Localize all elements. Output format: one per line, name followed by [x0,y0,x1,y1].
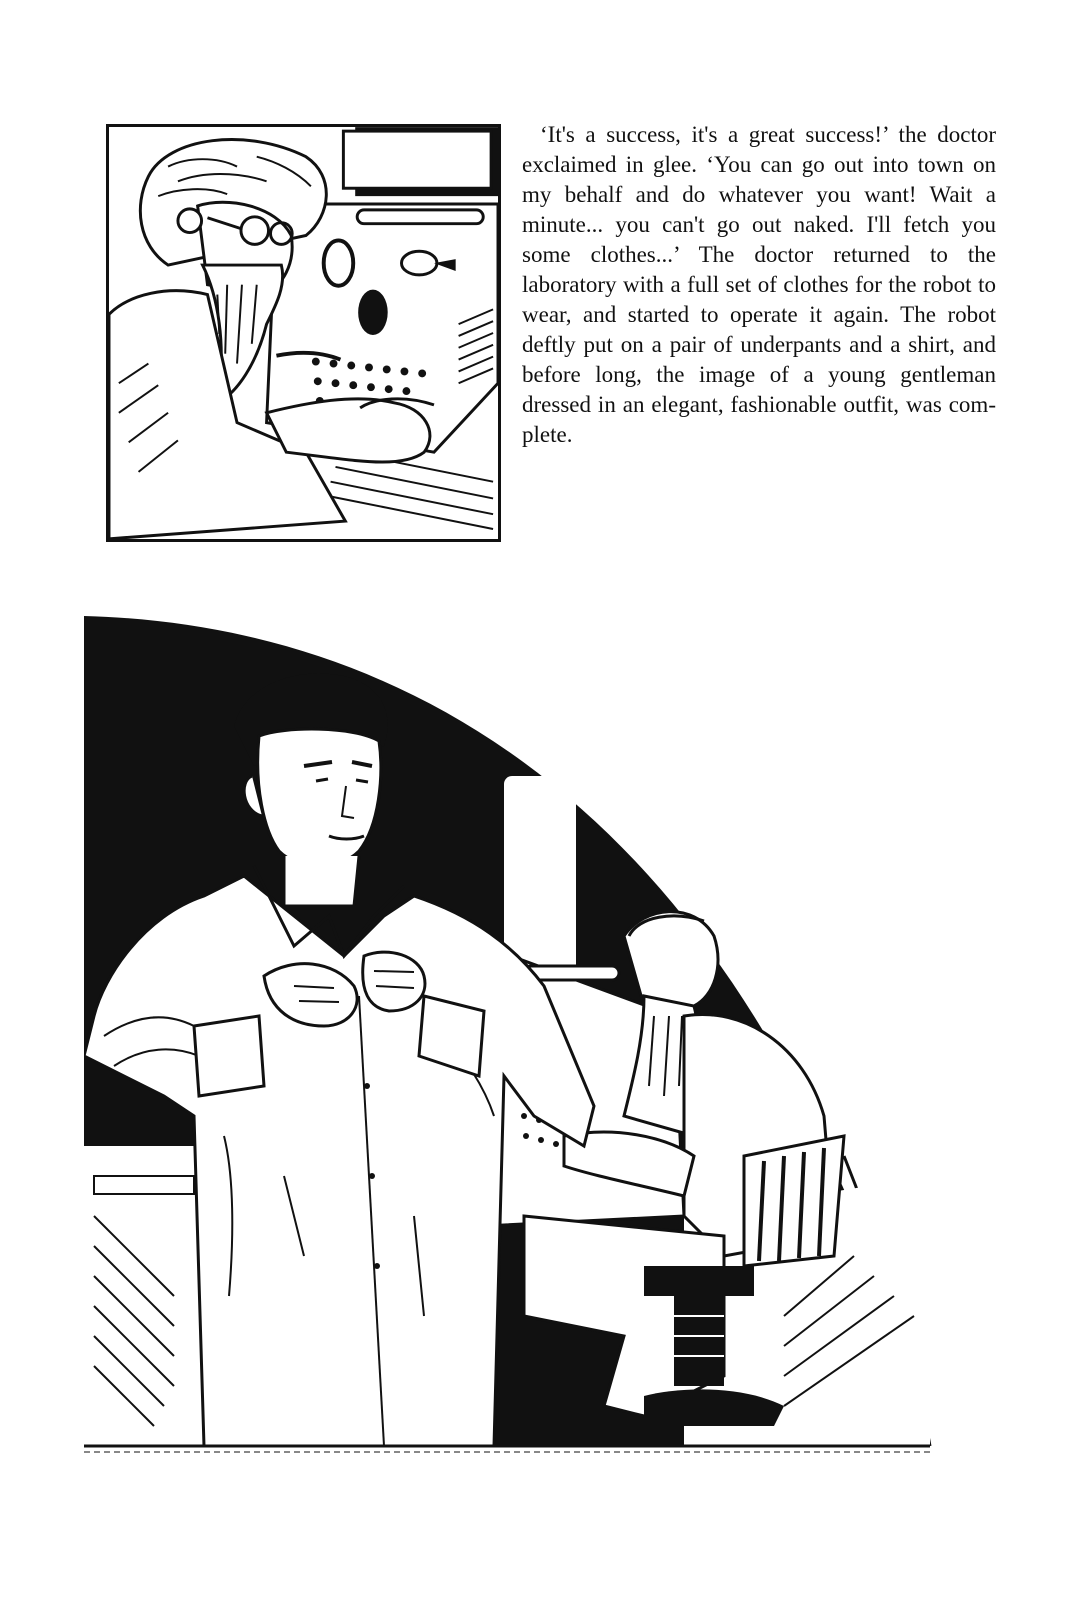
robot-dressing-illustration [84,616,960,1496]
story-text-block [522,120,996,450]
doctor-control-panel-drawing [109,127,498,539]
robot-dressing-drawing [84,616,960,1496]
doctor-control-panel-illustration [106,124,501,542]
story-paragraph: ‘It's a success, it's a great success!’ the doctor exclaimed in glee. ‘You can go out into town on my behalf and do whatever you want! Wait a minute... you can't go out naked. I'll fetch you some clothes...’ The doctor returned to the laboratory with a full set of clothes for the robot to wear, and started to operate it again. The robot deftly put on a pair of underpants and a shirt, and before long, the image of a young gentleman dressed in an elegant, fashionable outfit, was complete. [522,122,996,447]
